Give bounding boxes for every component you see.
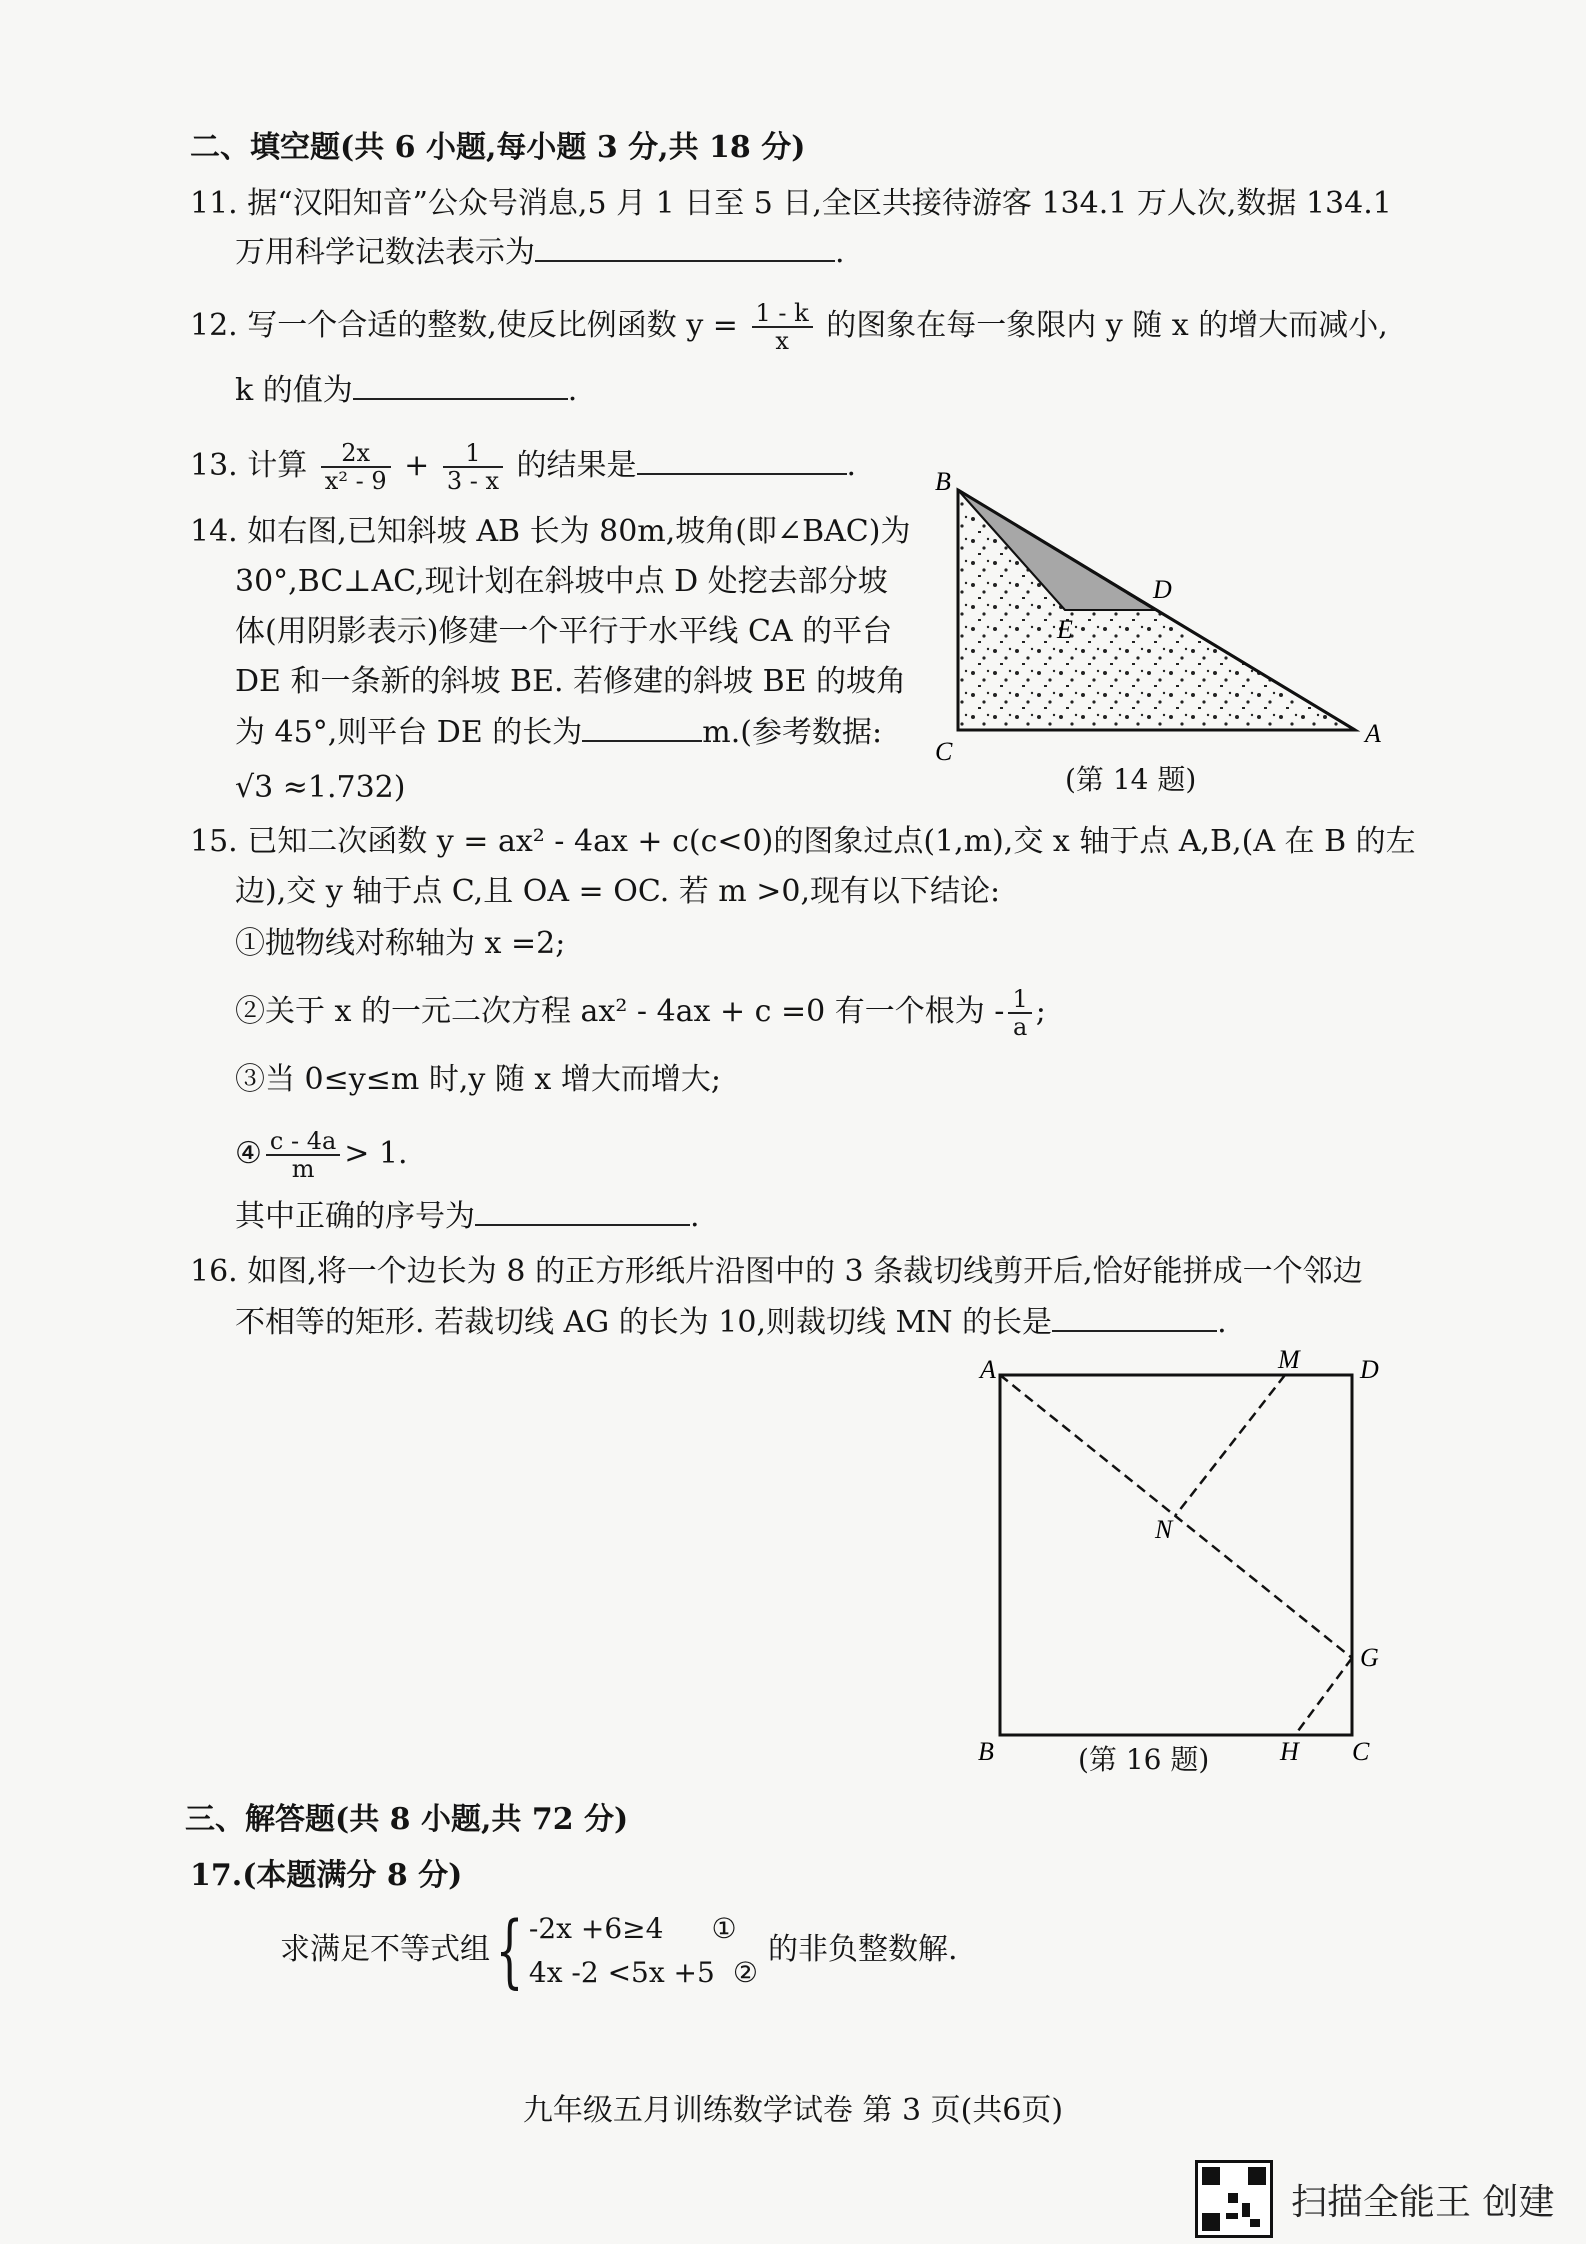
q17-ineq-1-row	[529, 1907, 758, 1951]
q12-num: 1 - k	[752, 300, 813, 328]
q13-f1-num: 2x	[321, 440, 391, 468]
q14-figure	[925, 470, 1395, 800]
q14-line2: 30°,BC⊥AC,现计划在斜坡中点 D 处挖去部分坡	[235, 564, 888, 599]
q13-f1-den: x² - 9	[324, 467, 387, 495]
q17-mark-2: ②	[732, 1956, 758, 1989]
qr-code-icon	[1195, 2160, 1273, 2238]
q16-label-a: A	[980, 1355, 996, 1384]
q14-line3: 体(用阴影表示)修建一个平行于水平线 CA 的平台	[235, 614, 893, 649]
q15-ask	[235, 1196, 700, 1237]
q15-c2-num: 1	[1008, 986, 1031, 1014]
q16-text: 不相等的矩形. 若裁切线 AG 的长为 10,则裁切线 MN 的长是	[235, 1305, 1053, 1340]
q13-f2-den: 3 - x	[446, 467, 499, 495]
q13-end: .	[846, 448, 857, 483]
q15-line2: 边),交 y 轴于点 C,且 OA = OC. 若 m >0,现有以下结论:	[235, 874, 1001, 909]
q14-label-c: C	[935, 737, 953, 766]
q16-answer-blank	[1052, 1302, 1217, 1332]
q11-line1: 11. 据“汉阳知音”公众号消息,5 月 1 日至 5 日,全区共接待游客 134.1 万人次,数据 134.1	[190, 186, 1392, 221]
q14-l5b: m.(参考数据:	[702, 715, 883, 750]
q15-c4-num: c - 4a	[266, 1128, 340, 1156]
q15-c4-den: m	[291, 1155, 315, 1183]
scanner-label: 扫描全能王 创建	[1291, 2181, 1555, 2223]
q16-figure	[960, 1340, 1400, 1780]
q17-body	[280, 1905, 958, 1995]
q17-system	[529, 1907, 758, 1995]
q12-line2	[235, 370, 577, 411]
q16-label-g: G	[1360, 1643, 1379, 1672]
q17-post: 的非负整数解.	[767, 1932, 958, 1967]
q16-end: .	[1217, 1305, 1227, 1340]
q14-l5a: 为 45°,则平台 DE 的长为	[235, 715, 583, 750]
page-footer: 九年级五月训练数学试卷 第 3 页(共6页)	[522, 2093, 1064, 2128]
q17-mark-1: ①	[711, 1912, 737, 1945]
q15-end: .	[690, 1199, 700, 1234]
q13-answer-blank	[637, 445, 847, 475]
q16-line2	[235, 1302, 1227, 1343]
q11-line2	[235, 232, 845, 273]
scanner-watermark	[1195, 2160, 1554, 2238]
q15-c2-pre: ②关于 x 的一元二次方程 ax² - 4ax + c =0 有一个根为 -	[235, 994, 1005, 1029]
q14-label-d: D	[1153, 575, 1172, 604]
q13-line	[190, 440, 856, 494]
q17-ineq-1: -2x +6≥4	[528, 1912, 664, 1945]
q16-label-c: C	[1352, 1737, 1370, 1766]
q14-line4: DE 和一条新的斜坡 BE. 若修建的斜坡 BE 的坡角	[235, 664, 907, 699]
q14-line1: 14. 如右图,已知斜坡 AB 长为 80m,坡角(即∠BAC)为	[190, 514, 911, 549]
q12-end: .	[567, 373, 578, 408]
q12-answer-blank	[353, 370, 568, 400]
q11-end: .	[835, 235, 845, 270]
q15-c2-den: a	[1012, 1013, 1028, 1041]
q15-conclusion-2	[235, 986, 1046, 1040]
q15-conclusion-4	[235, 1128, 408, 1182]
q17-ineq-2-row	[529, 1951, 758, 1995]
q15-c4-fraction	[266, 1128, 340, 1182]
q14-caption: (第 14 题)	[1065, 763, 1197, 796]
q16-label-h: H	[1280, 1737, 1299, 1766]
q17-ineq-2: 4x -2 <5x +5	[528, 1956, 715, 1989]
q13-fraction-2	[443, 440, 503, 494]
q15-c2-fraction	[1008, 986, 1031, 1040]
q16-cut-mn	[1175, 1375, 1285, 1516]
section-2-title: 二、填空题(共 6 小题,每小题 3 分,共 18 分)	[190, 130, 806, 165]
q12-line1	[190, 300, 1388, 354]
q15-c4-pre: ④	[235, 1136, 262, 1171]
q12-pre: 12. 写一个合适的整数,使反比例函数 y =	[190, 308, 738, 343]
q12-den: x	[775, 327, 789, 355]
q16-label-d: D	[1360, 1355, 1379, 1384]
q16-label-m: M	[1278, 1345, 1300, 1374]
q11-text: 万用科学记数法表示为	[235, 235, 535, 270]
q11-answer-blank	[535, 232, 835, 262]
q14-line6: √3 ≈1.732)	[235, 770, 406, 805]
q15-line1: 15. 已知二次函数 y = ax² - 4ax + c(c<0)的图象过点(1,m),交 x 轴于点 A,B,(A 在 B 的左	[190, 824, 1416, 859]
q15-c2-post: ;	[1035, 994, 1046, 1029]
q15-answer-blank	[475, 1196, 690, 1226]
q13-fraction-1	[321, 440, 391, 494]
q12-post: 的图象在每一象限内 y 随 x 的增大而减小,	[826, 308, 1388, 343]
section-3-title: 三、解答题(共 8 小题,共 72 分)	[185, 1802, 629, 1837]
q15-ask-text: 其中正确的序号为	[235, 1199, 475, 1234]
q16-caption: (第 16 题)	[1078, 1743, 1210, 1776]
q15-c4-post: > 1.	[344, 1136, 408, 1171]
q13-f2-num: 1	[443, 440, 503, 468]
q14-line5	[235, 712, 882, 753]
q15-conclusion-1: ①抛物线对称轴为 x =2;	[235, 926, 566, 961]
q14-label-b: B	[935, 470, 951, 496]
q14-label-a: A	[1365, 719, 1381, 748]
q13-pre: 13. 计算	[190, 448, 308, 483]
q13-post: 的结果是	[516, 448, 637, 483]
q17-head: 17.(本题满分 8 分)	[190, 1858, 463, 1893]
q13-plus: +	[404, 448, 430, 483]
q16-label-n: N	[1155, 1515, 1173, 1544]
q16-cut-gh	[1295, 1658, 1352, 1735]
q17-brace: {	[495, 1904, 524, 1997]
q17-pre: 求满足不等式组	[280, 1932, 490, 1967]
q14-answer-blank	[582, 712, 702, 742]
q12-text: k 的值为	[235, 373, 353, 408]
q12-fraction	[752, 300, 813, 354]
q14-label-e: E	[1057, 615, 1073, 644]
q16-label-b: B	[978, 1737, 994, 1766]
q15-conclusion-3: ③当 0≤y≤m 时,y 随 x 增大而增大;	[235, 1062, 721, 1097]
q16-line1: 16. 如图,将一个边长为 8 的正方形纸片沿图中的 3 条裁切线剪开后,恰好能拼成一个邻边	[190, 1254, 1363, 1289]
q16-square	[1000, 1375, 1352, 1735]
